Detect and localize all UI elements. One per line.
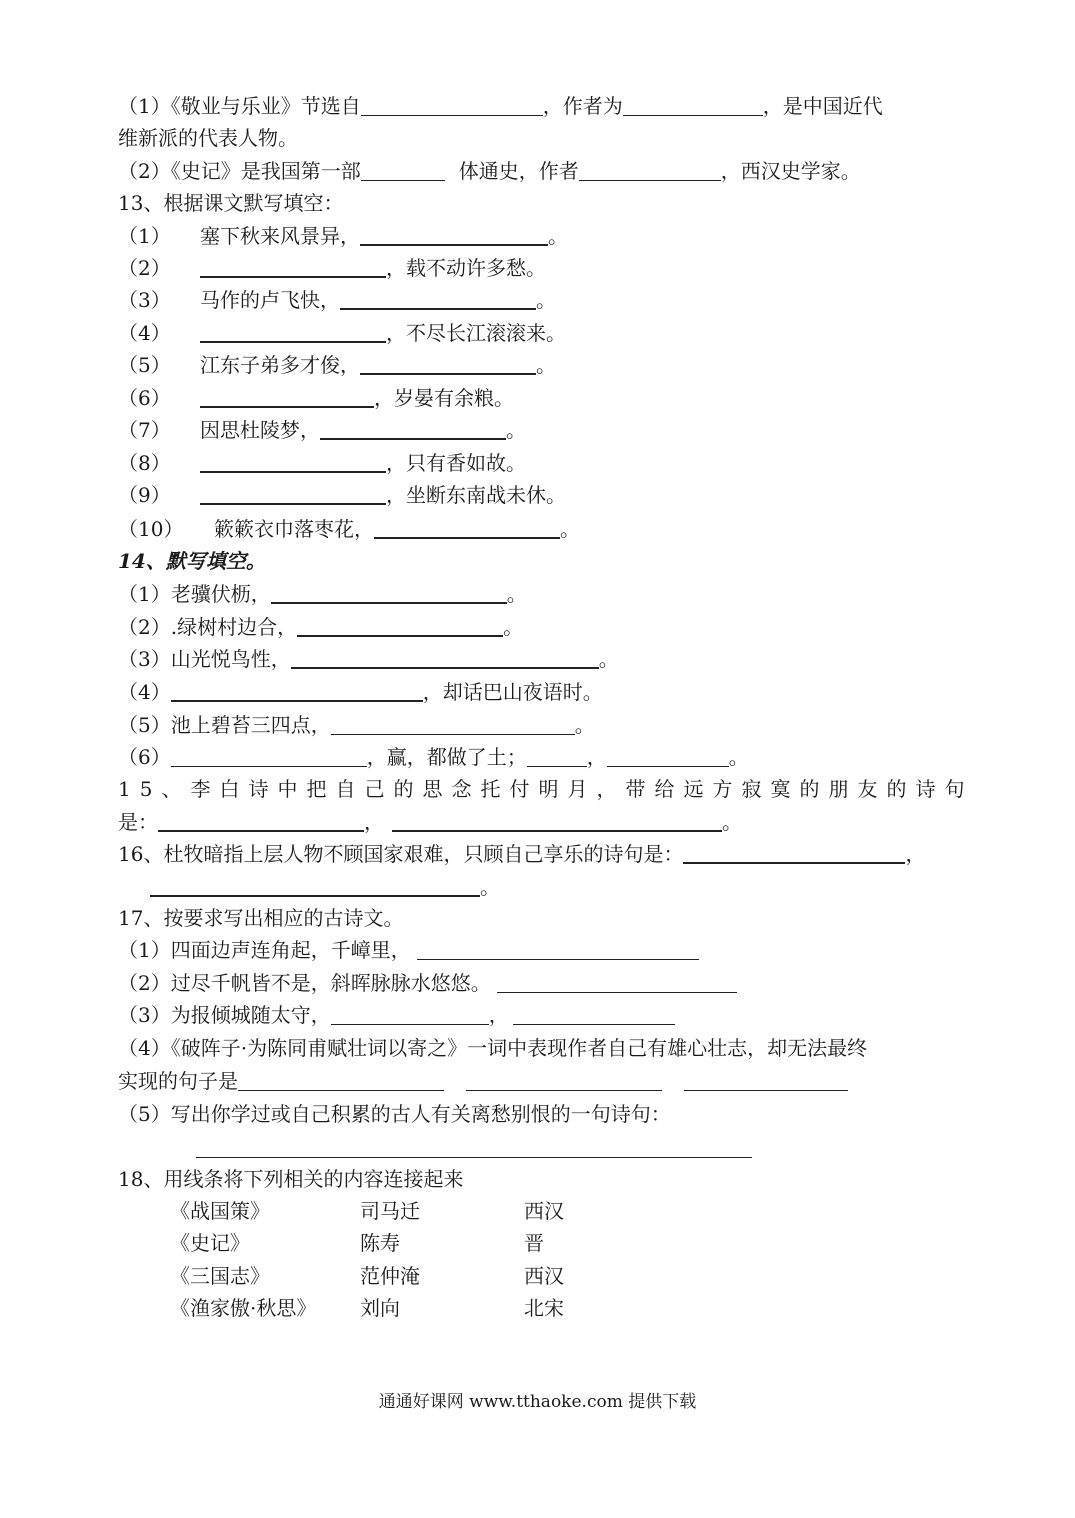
item-text: 。: [722, 810, 742, 834]
q14-item-4: [118, 678, 603, 706]
q13-item-8: [118, 449, 526, 477]
book-title[interactable]: 《三国志》: [170, 1264, 270, 1288]
q13-item-5: [118, 351, 556, 379]
answer-blank[interactable]: [579, 160, 721, 181]
q12-item1-text: ，是中国近代: [762, 94, 883, 118]
item-text: 塞下秋来风景异，: [200, 224, 360, 248]
item-text: 实现的句子是: [118, 1069, 238, 1093]
q15-line2: [118, 808, 742, 836]
answer-blank[interactable]: [466, 1070, 662, 1091]
item-text: 是：: [118, 810, 158, 834]
item-text: （4）: [118, 680, 171, 704]
item-text: （1）四面边声连角起，千嶂里，: [118, 938, 411, 962]
answer-blank[interactable]: [360, 224, 548, 246]
answer-blank[interactable]: [150, 875, 480, 897]
author-name[interactable]: 范仲淹: [360, 1264, 420, 1288]
q12-item2-text: ，西汉史学家。: [720, 159, 861, 183]
item-text: 马作的卢飞快，: [200, 288, 340, 312]
q17-item-5: （5）写出你学过或自己积累的古人有关离愁别恨的一句诗句：: [118, 1102, 671, 1126]
answer-blank[interactable]: [607, 746, 729, 767]
item-text: ，不尽长江滚滚来。: [386, 321, 566, 345]
dynasty[interactable]: 西汉: [524, 1199, 564, 1223]
item-text: ，: [586, 745, 607, 769]
item-text: 。: [480, 875, 500, 899]
answer-blank[interactable]: [320, 418, 506, 440]
answer-blank[interactable]: [200, 321, 386, 343]
answer-blank[interactable]: [497, 972, 737, 993]
q14-item-3: [118, 645, 619, 673]
item-number: （8）: [118, 451, 171, 475]
q14-item-1: [118, 580, 527, 608]
item-text: 江东子弟多才俊，: [200, 353, 360, 377]
dynasty[interactable]: 西汉: [524, 1264, 564, 1288]
q12-item2-text: （2）《史记》是我国第一部: [118, 159, 361, 183]
answer-blank[interactable]: [683, 842, 905, 864]
dynasty[interactable]: 晋: [524, 1231, 544, 1255]
answer-blank[interactable]: [291, 647, 599, 669]
item-text: 。: [536, 288, 556, 312]
item-text: （6）: [118, 745, 171, 769]
q18-title: 18、用线条将下列相关的内容连接起来: [118, 1167, 464, 1191]
answer-blank[interactable]: [340, 288, 536, 310]
q13-item-9: [118, 481, 566, 509]
item-text: 因思杜陵梦，: [200, 418, 320, 442]
item-text: ，载不动许多愁。: [386, 256, 546, 280]
answer-blank[interactable]: [684, 1070, 848, 1091]
item-number: （1）: [118, 224, 171, 248]
q17-item-4: （4）《破阵子·为陈同甫赋壮词以寄之》一词中表现作者自己有雄心壮志，却无法最终: [118, 1036, 868, 1060]
q13-item-7: [118, 416, 526, 444]
item-text: 。: [598, 647, 619, 671]
q14-item-5: [118, 711, 595, 739]
item-text: 。: [728, 745, 749, 769]
q17-item-1: [118, 936, 699, 964]
item-text: 。: [574, 713, 595, 737]
book-title[interactable]: 《渔家傲·秋思》: [170, 1296, 317, 1320]
answer-blank[interactable]: [271, 582, 507, 604]
q14-title: 14、默写填空。: [118, 549, 266, 573]
q12-item2-line: [118, 157, 861, 185]
q17-item-3: [118, 1001, 675, 1029]
item-text: 簌簌衣巾落枣花，: [214, 517, 374, 541]
item-text: ，: [488, 1003, 509, 1027]
q16-line2: [150, 873, 500, 901]
item-text: 。: [506, 582, 527, 606]
answer-blank[interactable]: [513, 1004, 675, 1025]
answer-blank[interactable]: [361, 95, 543, 116]
answer-blank[interactable]: [374, 517, 560, 539]
answer-blank[interactable]: [623, 95, 763, 116]
answer-blank[interactable]: [417, 939, 699, 960]
item-number: （6）: [118, 386, 171, 410]
answer-blank[interactable]: [200, 386, 374, 408]
q13-item-3: [118, 286, 556, 314]
q14-item-6: [118, 743, 749, 771]
item-text: （3）为报倾城随太守，: [118, 1003, 331, 1027]
author-name[interactable]: 陈寿: [360, 1231, 400, 1255]
item-number: （4）: [118, 321, 171, 345]
item-number: （10）: [118, 517, 184, 541]
q17-title: 17、按要求写出相应的古诗文。: [118, 906, 404, 930]
item-text: ，: [364, 810, 384, 834]
answer-blank[interactable]: [200, 256, 386, 278]
q12-item1-line: [118, 92, 883, 120]
q16-line1: [118, 840, 925, 868]
answer-blank[interactable]: [361, 160, 445, 181]
item-text: 。: [503, 615, 524, 639]
q13-item-6: [118, 384, 514, 412]
page-footer: 通通好课网 www.tthaoke.com 提供下载: [378, 1392, 697, 1412]
answer-blank[interactable]: [158, 810, 364, 832]
item-text: ，坐断东南战未休。: [386, 483, 566, 507]
item-text: ，却话巴山夜语时。: [422, 680, 603, 704]
q13-title: 13、根据课文默写填空：: [118, 191, 344, 215]
item-text: ，: [905, 842, 926, 866]
item-text: ，只有香如故。: [386, 451, 526, 475]
q13-item-4: [118, 319, 566, 347]
answer-blank[interactable]: [171, 746, 367, 767]
answer-blank[interactable]: [297, 615, 503, 637]
item-text: （5）池上碧苔三四点，: [118, 713, 331, 737]
item-text: （1）老骥伏枥，: [118, 582, 271, 606]
book-title[interactable]: 《史记》: [170, 1231, 250, 1255]
item-text: 16、杜牧暗指上层人物不顾国家艰难，只顾自己享乐的诗句是：: [118, 842, 684, 866]
q17-item-5-answer: [196, 1134, 752, 1162]
book-title[interactable]: 《战国策》: [170, 1199, 270, 1223]
item-text: 。: [560, 517, 580, 541]
item-text: ，赢，都做了土；: [366, 745, 527, 769]
answer-blank[interactable]: [238, 1070, 444, 1091]
q13-item-1: [118, 222, 568, 250]
answer-blank[interactable]: [196, 1137, 752, 1158]
item-text: （3）山光悦鸟性，: [118, 647, 291, 671]
answer-blank[interactable]: [392, 810, 722, 832]
item-number: （7）: [118, 418, 171, 442]
q12-item1-text: ，作者为: [542, 94, 623, 118]
item-text: （2）过尽千帆皆不是，斜晖脉脉水悠悠。: [118, 971, 491, 995]
answer-blank[interactable]: [331, 714, 575, 735]
item-text: 。: [548, 224, 568, 248]
q12-item2-text: 体通史，作者: [458, 159, 579, 183]
item-number: （5）: [118, 353, 171, 377]
item-text: 。: [506, 418, 526, 442]
dynasty[interactable]: 北宋: [524, 1296, 564, 1320]
q12-item1-text: 维新派的代表人物。: [118, 126, 298, 150]
q13-item-2: [118, 254, 546, 282]
item-number: （9）: [118, 483, 171, 507]
answer-blank[interactable]: [331, 1004, 489, 1025]
q14-item-2: [118, 613, 523, 641]
q12-item1-text: （1）《敬业与乐业》节选自: [118, 94, 361, 118]
item-number: （2）: [118, 256, 171, 280]
item-number: （3）: [118, 288, 171, 312]
q17-item-2: [118, 969, 737, 997]
answer-blank[interactable]: [360, 353, 536, 375]
item-text: （2）.绿树村边合，: [118, 615, 298, 639]
answer-blank[interactable]: [200, 483, 386, 505]
q13-item-10: [118, 515, 580, 543]
item-text: 。: [536, 353, 556, 377]
author-name[interactable]: 司马迁: [360, 1199, 420, 1223]
q17-item-4-line2: [118, 1067, 848, 1095]
answer-blank[interactable]: [527, 746, 587, 767]
answer-blank[interactable]: [200, 451, 386, 473]
q12-item1-line2: [118, 124, 298, 152]
q15-line1: 15、李白诗中把自己的思念托付明月，带给远方寂寞的朋友的诗句: [118, 777, 974, 801]
answer-blank[interactable]: [171, 680, 423, 702]
item-text: ，岁晏有余粮。: [374, 386, 514, 410]
author-name[interactable]: 刘向: [360, 1296, 400, 1320]
